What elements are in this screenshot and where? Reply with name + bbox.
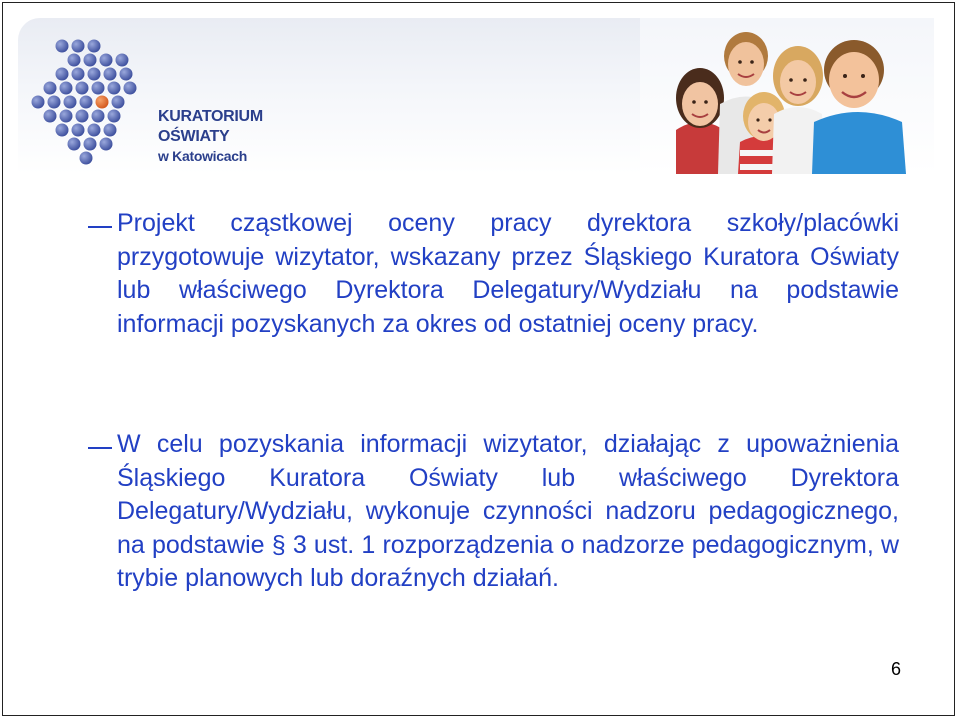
page-number: 6 [890, 659, 901, 679]
bullet-text-1: Projekt cząstkowej oceny pracy dyrektora szkoły/placówki przygotowuje wizytator, wskazany przez Śląskiego Kuratora Oświaty lub właściwego Dyrektora Delegatury/Wydziału na podstawie informacji pozyskanych za okres od ostatniej oceny pracy. [117, 209, 899, 338]
bullet-text-2: W celu pozyskania informacji wizytator, działając z upoważnienia Śląskiego Kuratora Oświaty lub właściwego Dyrektora Delegatury/Wydziału, wykonuje czynności nadzoru pedagogicznego, na podstawie § 3 ust. 1 rozporządzenia o nadzorze pedagogicznym, w trybie planowych lub doraźnych działań. [117, 430, 899, 593]
logo-text-kuratorium: KURATORIUM [158, 108, 263, 125]
bullet-dash-icon [88, 226, 112, 228]
logo-text-oswiaty: OŚWIATY [158, 128, 230, 145]
logo-text-katowice: w Katowicach [158, 148, 247, 164]
bullet-dash-icon [88, 447, 112, 449]
